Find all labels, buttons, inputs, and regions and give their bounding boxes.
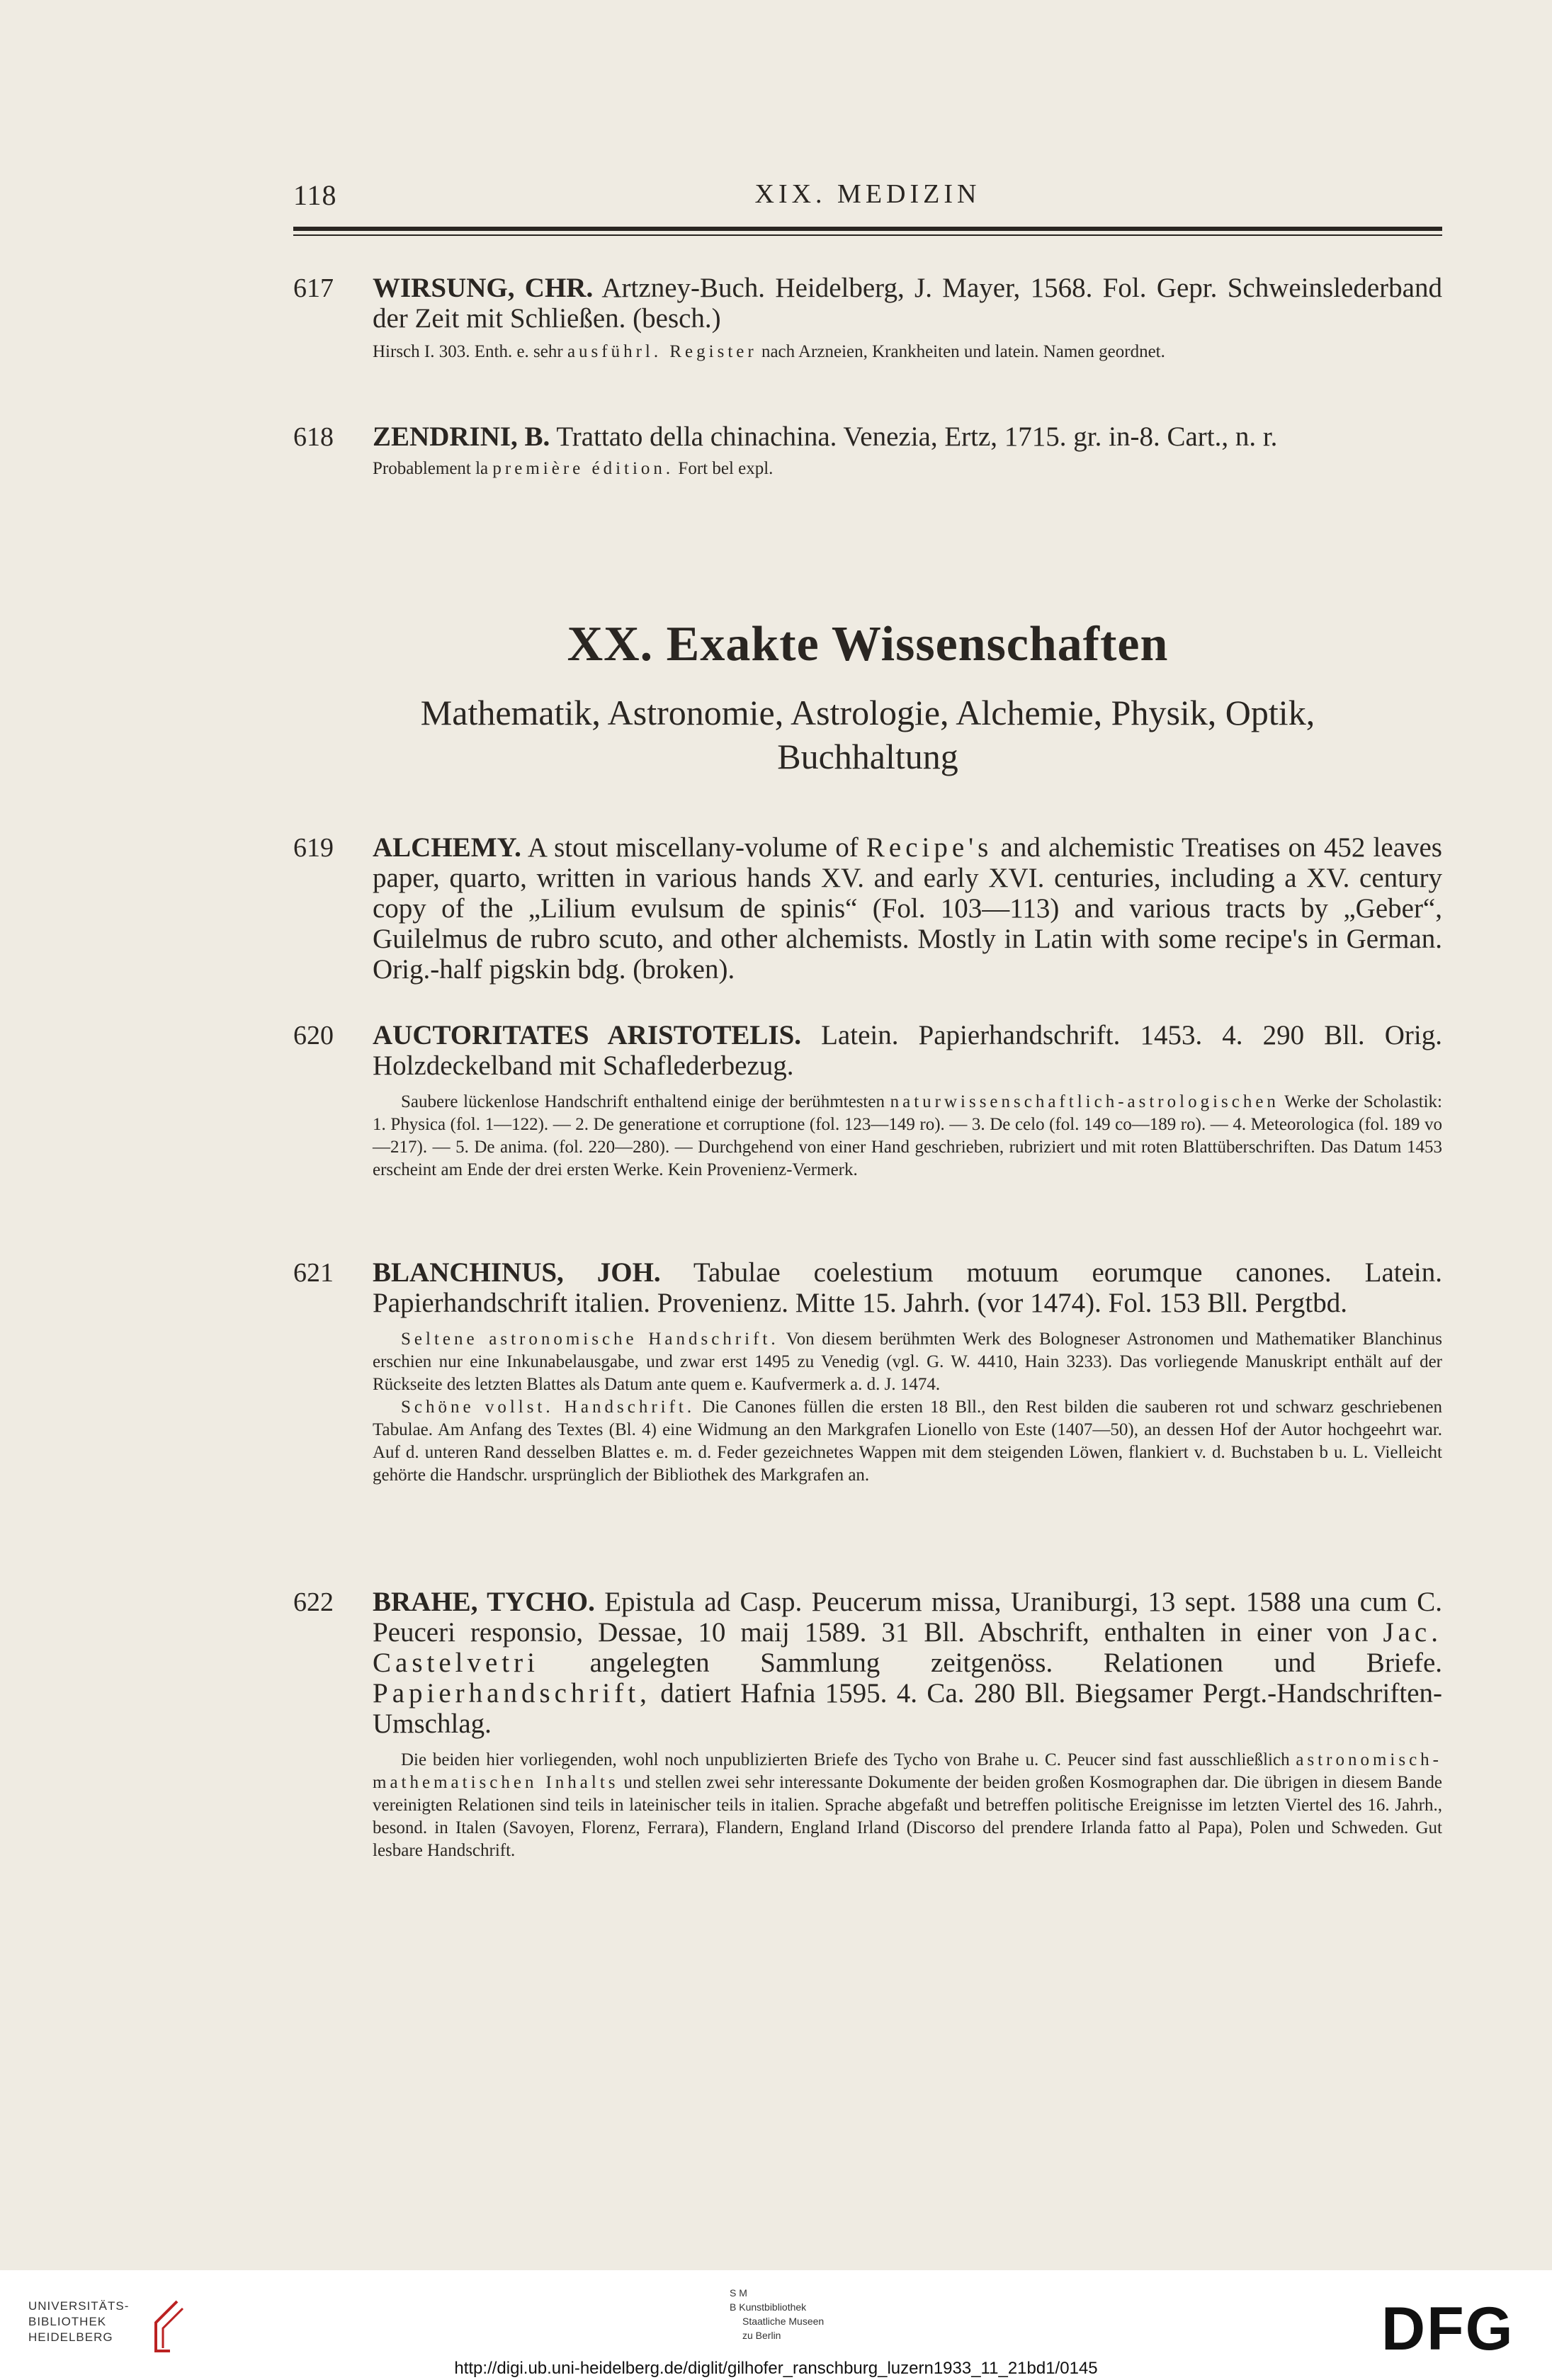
catalog-entry-622 [293,1587,1442,1862]
entry-number: 618 [293,422,334,452]
smb-logo-line: zu Berlin [742,2330,781,2341]
note-spaced-text: Seltene astronomische Handschrift. [401,1330,779,1349]
note-text: Von diesem berühmten Werk des Bologneser Astronomen und Mathematiker Blanchinus erschien nur eine Inkunabelausgabe, und zwar erst 1495 zu Venedig (vgl. G. W. 4410, Hain 3233). Das vorliegende Manuskript enthält auf der Rückseite des letzten Blattes als Datum ante quem e. Kaufvermerk a. d. J. 1474. [373,1330,1442,1394]
dfg-logo[interactable]: DFG [1381,2295,1514,2363]
note-spaced-text: astronomisch-mathematischen Inhalts [373,1750,1442,1792]
entry-author: ALCHEMY. [373,832,521,863]
entry-number: 621 [293,1258,334,1288]
catalog-entry-619 [293,832,1442,985]
ub-emblem-icon [142,2299,191,2355]
section-title: XX. Exakte Wissenschaften [567,617,1169,672]
entry-description [373,1020,1442,1081]
note-text: nach Arzneien, Krankheiten und latein. Namen geordnet. [757,342,1165,361]
note-text: Hirsch I. 303. Enth. e. sehr [373,342,567,361]
entry-text: angelegten Sammlung zeitgenöss. Relationen und Briefe. [538,1648,1442,1678]
entry-text: Tabulae coelestium motuum eorumque canones. Latein. Papierhandschrift italien. Provenienz. Mitte 15. Jahrh. (vor 1474). Fol. 153 Bll. Pergtbd. [373,1257,1442,1318]
entry-text: Epistula ad Casp. Peucerum missa, Uraniburgi, 13 sept. 1588 una cum C. Peuceri responsio, Dessae, 10 maij 1589. 31 Bll. Abschrift, enthalten in einer von [373,1587,1442,1648]
note-text: Die beiden hier vorliegenden, wohl noch unpublizierten Briefe des Tycho von Brahe u. C. Peucer sind fast ausschließlich [401,1750,1296,1769]
note-text: Fort bel expl. [674,459,774,478]
entry-author: BLANCHINUS, JOH. [373,1257,661,1288]
note-spaced-text: ausführl. Register [567,342,757,361]
header-rule [293,227,1442,231]
entry-text: and alchemistic Treatises on 452 leaves paper, quarto, written in various hands XV. and early XVI. centuries, including a XV. century copy of the „Lilium evulsum de spinis“ (Fol. 103—113) and various tracts by „Geber“, Guilelmus de rubro scuto, and other alchemists. Mostly in Latin with some recipe's in German. Orig.-half pigskin bdg. (broken). [373,832,1442,985]
page-number: 118 [293,179,337,211]
note-text: und stellen zwei sehr interessante Dokumente der beiden großen Kosmographen dar. Die übrigen in diesem Bande vereinigten Relationen sind teils in lateinischer teils in italien. Sprache abgefaßt und betreffen politische Ereignisse im letzten Viertel des 16. Jahrh., besond. in Italen (Savoyen, Florenz, Ferrara), Flandern, England Irland (Discorso del prendere Irlanda fatto al Papa), Polen und Schweden. Gut lesbare Handschrift. [373,1773,1443,1860]
header-rule-thin [293,234,1442,236]
entry-text: A stout miscellany-volume of [521,832,866,863]
smb-logo-line: S M [730,2287,747,2299]
entry-number: 620 [293,1021,334,1050]
smb-kunstbibliothek-logo[interactable] [730,2286,871,2342]
entry-description [373,1257,1442,1318]
entry-text: Latein. Papierhandschrift. 1453. 4. 290 Bll. Orig. Holzdeckelband mit Schaflederbezug. [373,1020,1442,1081]
entry-spaced-text: Papierhandschrift, [373,1678,651,1708]
note-text: Werke der Scholastik: 1. Physica (fol. 1—122). — 2. De generatione et corruptione (fol. 123—149 ro). — 3. De celo (fol. 149 co—189 ro). — 4. Meteorologica (fol. 189 vo—217). — 5. De anima. (fol. 220—280). — Durchgehend von einer Hand geschrieben, rubriziert und mit roten Blattüberschriften. Das Datum 1453 erscheint am Ende der drei ersten Werke. Kein Provenienz-Vermerk. [373,1092,1442,1179]
entry-author: WIRSUNG, CHR. [373,273,594,303]
entry-note [373,1091,1442,1182]
entry-author: AUCTORITATES ARISTOTELIS. [373,1020,802,1050]
entry-text: datiert Hafnia 1595. 4. Ca. 280 Bll. Biegsamer Pergt.-Handschriften-Umschlag. [373,1678,1442,1739]
catalog-entry-617 [293,273,1442,363]
note-text: Saubere lückenlose Handschrift enthaltend einige der berühmtesten [401,1092,890,1111]
entry-spaced-text: Recipe's [866,832,993,863]
entry-author: ZENDRINI, B. [373,421,550,452]
note-text: Die Canones füllen die ersten 18 Bll., den Rest bilden die sauberen rot und schwarz geschriebenen Tabulae. Am Anfang des Textes (Bl. 4) eine Widmung an den Markgrafen Lionello von Este (1407—50), an dessen Hof der Autor hochgeehrt war. Auf d. unteren Rand desselben Blattes e. m. d. Feder gezeichnetes Wappen mit dem steigenden Löwen, flankiert v. d. Buchstaben b u. L. Vielleicht gehörte die Handschr. ursprünglich der Bibliothek des Markgrafen an. [373,1398,1442,1485]
ub-heidelberg-logo[interactable] [28,2299,213,2362]
smb-logo-line: B Kunstbibliothek [730,2301,807,2313]
entry-description [373,1587,1442,1739]
entry-note [373,1328,1442,1487]
entry-author: BRAHE, TYCHO. [373,1587,595,1617]
page-url[interactable]: http://digi.ub.uni-heidelberg.de/diglit/gilhofer_ranschburg_luzern1933_11_21bd1/0145 [454,2359,1098,2378]
smb-logo-line: Staatliche Museen [742,2316,825,2327]
catalog-entry-620 [293,1020,1442,1182]
ub-logo-line: HEIDELBERG [28,2330,113,2344]
entry-description [373,273,1442,334]
entry-text: Trattato della chinachina. Venezia, Ertz, 1715. gr. in-8. Cart., n. r. [550,421,1278,452]
ub-logo-text [28,2299,129,2345]
running-title: XIX. MEDIZIN [754,179,981,209]
entry-note [373,458,1442,480]
entry-description [373,832,1442,985]
entry-spaced-text: Jac. Castelvetri [373,1617,1442,1678]
catalog-entry-618 [293,421,1442,480]
catalog-entry-621 [293,1257,1442,1487]
entry-note [373,341,1442,363]
entry-description [373,421,1442,452]
note-spaced-text: première édition. [492,459,674,478]
ub-logo-line: BIBLIOTHEK [28,2315,107,2328]
entry-number: 622 [293,1587,334,1617]
entry-note [373,1749,1442,1862]
section-subtitle: Mathematik, Astronomie, Astrologie, Alchemie, Physik, Optik, Buchhaltung [420,693,1315,776]
page-header [293,178,1442,221]
note-spaced-text: naturwissenschaftlich-astrologischen [890,1092,1279,1111]
entry-number: 617 [293,273,334,303]
note-spaced-text: Schöne vollst. Handschrift. [401,1398,696,1417]
ub-logo-line: UNIVERSITÄTS- [28,2299,130,2313]
entry-number: 619 [293,833,334,863]
entry-text: Artzney-Buch. Heidelberg, J. Mayer, 1568. Fol. Gepr. Schweinslederband der Zeit mit Schließen. (besch.) [373,273,1442,334]
note-text: Probablement la [373,459,493,478]
